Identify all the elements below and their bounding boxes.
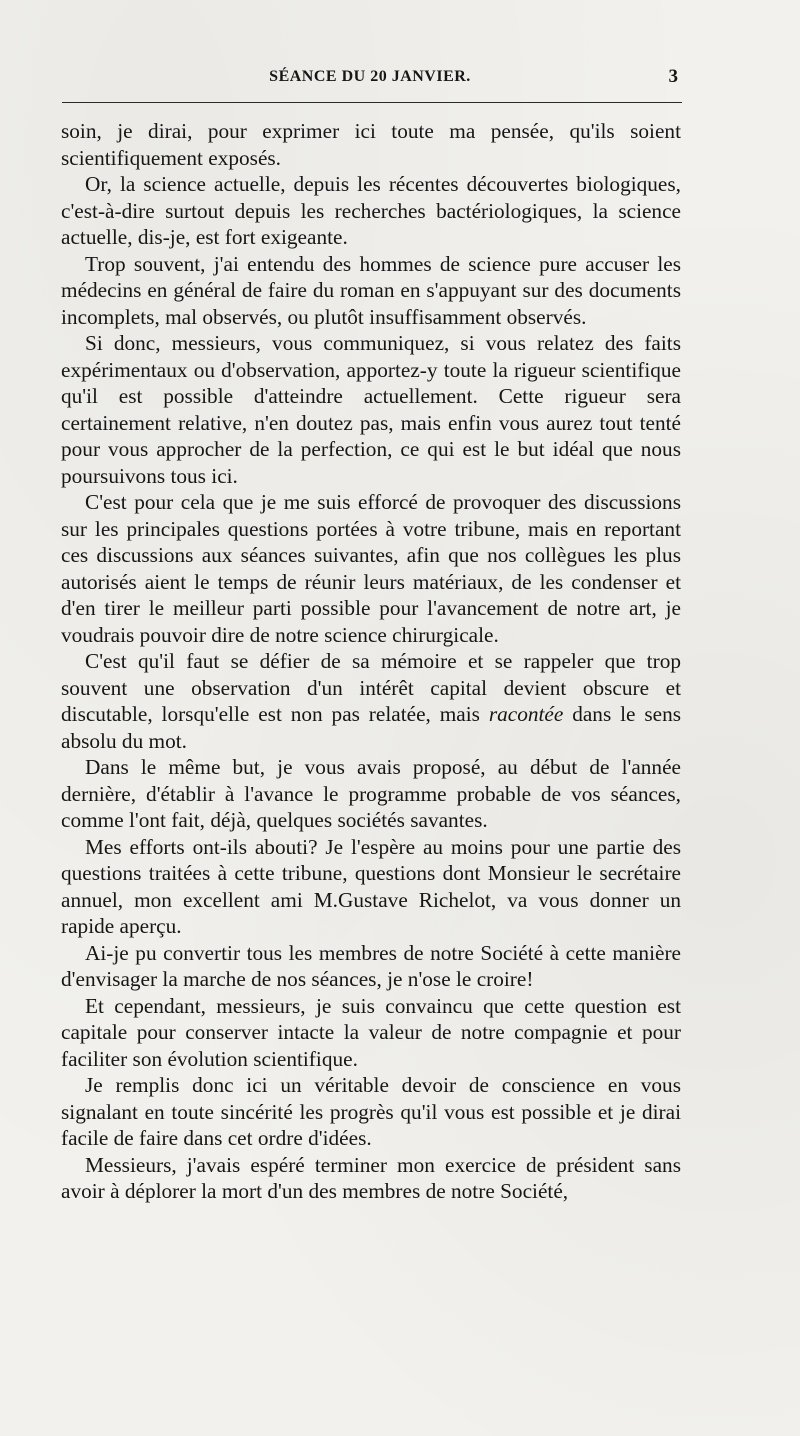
paragraph-4: Si donc, messieurs, vous communiquez, si vous relatez des faits expérimentaux ou d'observation, apportez-y toute la rigueur scientifique qu'il est possible d'atteindre actuellement. Cette rigueur sera certainement relative, n'en doutez pas, mais enfin vous aurez tout tenté pour vous approcher de la perfection, ce qui est le but idéal que nous poursuivons tous ici. xyxy=(61,331,681,488)
running-head xyxy=(60,64,680,94)
paragraph-3: Trop souvent, j'ai entendu des hommes de science pure accuser les médecins en général de faire du roman en s'appuyant sur des documents incomplets, mal observés, ou plutôt insuffisamment observés. xyxy=(61,251,681,329)
paragraph-8: Mes efforts ont-ils abouti? Je l'espère au moins pour une partie des questions traitées à cette tribune, questions dont Monsieur le secrétaire annuel, mon excellent ami M.Gustave Richelot, va vous donner un rapide aperçu. xyxy=(61,834,681,938)
running-title: SÉANCE DU 20 JANVIER. xyxy=(269,68,471,85)
header-rule xyxy=(62,102,682,103)
paragraph-1: soin, je dirai, pour exprimer ici toute ma pensée, qu'ils soient scientifiquement exposés. xyxy=(61,119,681,170)
paragraph-6-text-before: C'est qu'il faut se défier de sa mémoire et se rappeler que trop souvent une observation d'un intérêt capital devient obscure et discutable, lorsqu'elle est non pas relatée, mais xyxy=(61,649,681,726)
paragraph-6-emphasis: racontée xyxy=(488,702,564,726)
paragraph-6 xyxy=(61,648,681,754)
paragraph-11: Je remplis donc ici un véritable devoir de conscience en vous signalant en toute sincérité les progrès qu'il vous est possible et je dirai facile de faire dans cet ordre d'idées. xyxy=(61,1073,681,1150)
text-body xyxy=(61,118,681,1205)
paragraph-6-text-after: dans le sens absolu du mot. xyxy=(61,702,682,753)
paragraph-12: Messieurs, j'avais espéré terminer mon exercice de président sans avoir à déplorer la mort d'un des membres de notre Société, xyxy=(61,1152,681,1203)
paragraph-2: Or, la science actuelle, depuis les récentes découvertes biologiques, c'est-à-dire surtout depuis les recherches bactériologiques, la science actuelle, dis-je, est fort exigeante. xyxy=(61,172,681,249)
paragraph-5: C'est pour cela que je me suis efforcé de provoquer des discussions sur les principales questions portées à votre tribune, mais en reportant ces discussions aux séances suivantes, afin que nos collègues les plus autorisés aient le temps de réunir leurs matériaux, de les condenser et d'en tirer le meilleur parti possible pour l'avancement de notre art, je voudrais pouvoir dire de notre science chirurgicale. xyxy=(61,490,681,647)
page-number: 3 xyxy=(668,66,678,87)
paragraph-9: Ai-je pu convertir tous les membres de notre Société à cette manière d'envisager la marche de nos séances, je n'ose le croire! xyxy=(61,940,681,991)
paragraph-10: Et cependant, messieurs, je suis convaincu que cette question est capitale pour conserver intacte la valeur de notre compagnie et pour faciliter son évolution scientifique. xyxy=(61,993,681,1071)
paragraph-7: Dans le même but, je vous avais proposé, au début de l'année dernière, d'établir à l'avance le programme probable de vos séances, comme l'ont fait, déjà, quelques sociétés savantes. xyxy=(61,755,681,832)
